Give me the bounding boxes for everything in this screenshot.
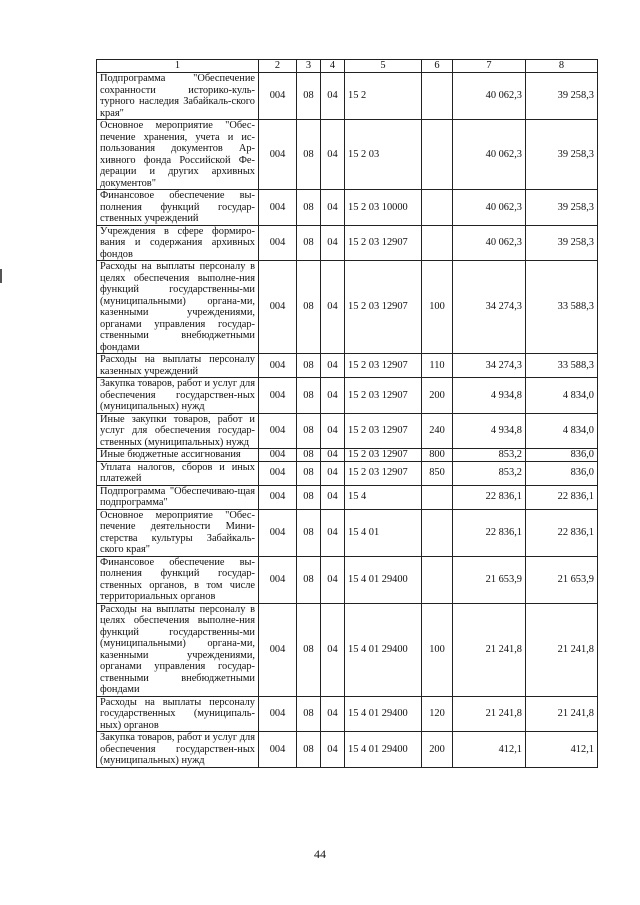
admin-code: 004 (259, 225, 297, 261)
section-code: 08 (297, 449, 321, 462)
target-article-code: 15 2 03 10000 (345, 190, 422, 226)
expense-type-code: 240 (422, 413, 453, 449)
admin-code: 004 (259, 732, 297, 768)
table-body (97, 73, 598, 768)
target-article-code: 15 2 03 12907 (345, 461, 422, 485)
amount-year-2: 22 836,1 (526, 485, 598, 509)
subsection-code: 04 (321, 120, 345, 190)
subsection-code: 04 (321, 509, 345, 556)
subsection-code: 04 (321, 413, 345, 449)
table-row (97, 413, 598, 449)
admin-code: 004 (259, 413, 297, 449)
expense-type-code (422, 556, 453, 603)
amount-year-1: 40 062,3 (453, 73, 526, 120)
table-row (97, 603, 598, 696)
table-row (97, 73, 598, 120)
target-article-code: 15 4 01 29400 (345, 603, 422, 696)
table-row (97, 225, 598, 261)
subsection-code: 04 (321, 378, 345, 414)
subsection-code: 04 (321, 73, 345, 120)
amount-year-1: 40 062,3 (453, 190, 526, 226)
expense-type-code: 800 (422, 449, 453, 462)
table-row (97, 120, 598, 190)
section-code: 08 (297, 603, 321, 696)
amount-year-1: 4 934,8 (453, 413, 526, 449)
admin-code: 004 (259, 261, 297, 354)
row-name: Закупка товаров, работ и услуг для обеспечения государствен-ных (муниципальных) нужд (97, 732, 259, 768)
section-code: 08 (297, 732, 321, 768)
table-row (97, 696, 598, 732)
subsection-code: 04 (321, 603, 345, 696)
row-name: Подпрограмма "Обеспечение сохранности историко-куль-турного наследия Забайкаль-ского края" (97, 73, 259, 120)
amount-year-2: 39 258,3 (526, 120, 598, 190)
section-code: 08 (297, 556, 321, 603)
budget-table (96, 59, 598, 768)
amount-year-2: 412,1 (526, 732, 598, 768)
amount-year-1: 34 274,3 (453, 354, 526, 378)
amount-year-1: 40 062,3 (453, 225, 526, 261)
table-row (97, 190, 598, 226)
admin-code: 004 (259, 603, 297, 696)
amount-year-2: 39 258,3 (526, 190, 598, 226)
subsection-code: 04 (321, 190, 345, 226)
column-header: 5 (345, 60, 422, 73)
column-header: 6 (422, 60, 453, 73)
target-article-code: 15 2 03 12907 (345, 449, 422, 462)
target-article-code: 15 4 01 29400 (345, 696, 422, 732)
amount-year-1: 412,1 (453, 732, 526, 768)
amount-year-1: 21 653,9 (453, 556, 526, 603)
expense-type-code: 850 (422, 461, 453, 485)
amount-year-1: 21 241,8 (453, 603, 526, 696)
row-name: Основное мероприятие "Обес-печение деятельности Мини-стерства культуры Забайкаль-ского края" (97, 509, 259, 556)
expense-type-code: 100 (422, 603, 453, 696)
amount-year-2: 21 241,8 (526, 696, 598, 732)
table-row (97, 732, 598, 768)
target-article-code: 15 2 (345, 73, 422, 120)
row-name: Расходы на выплаты персоналу в целях обеспечения выполне-ния функций государственны-ми (муниципальными) органа-ми, казенными учреждениями, органами управления государ-ственными внебюджетными фондами (97, 261, 259, 354)
target-article-code: 15 2 03 12907 (345, 413, 422, 449)
section-code: 08 (297, 696, 321, 732)
admin-code: 004 (259, 696, 297, 732)
section-code: 08 (297, 190, 321, 226)
subsection-code: 04 (321, 485, 345, 509)
amount-year-2: 39 258,3 (526, 225, 598, 261)
subsection-code: 04 (321, 696, 345, 732)
section-code: 08 (297, 413, 321, 449)
amount-year-1: 22 836,1 (453, 509, 526, 556)
row-name: Расходы на выплаты персоналу государственных (муниципаль-ных) органов (97, 696, 259, 732)
amount-year-2: 21 241,8 (526, 603, 598, 696)
amount-year-2: 4 834,0 (526, 378, 598, 414)
table-row (97, 261, 598, 354)
column-header: 2 (259, 60, 297, 73)
amount-year-2: 33 588,3 (526, 261, 598, 354)
table-row (97, 449, 598, 462)
table-row (97, 378, 598, 414)
expense-type-code (422, 225, 453, 261)
row-name: Учреждения в сфере формиро-вания и содержания архивных фондов (97, 225, 259, 261)
margin-mark (0, 269, 2, 283)
table-row (97, 509, 598, 556)
amount-year-1: 22 836,1 (453, 485, 526, 509)
admin-code: 004 (259, 485, 297, 509)
section-code: 08 (297, 461, 321, 485)
admin-code: 004 (259, 509, 297, 556)
row-name: Расходы на выплаты персоналу в целях обеспечения выполне-ния функций государственны-ми (муниципальными) органа-ми, казенными учреждениями, органами управления государ-ственными внебюджетными фондами (97, 603, 259, 696)
amount-year-1: 34 274,3 (453, 261, 526, 354)
amount-year-1: 4 934,8 (453, 378, 526, 414)
admin-code: 004 (259, 190, 297, 226)
section-code: 08 (297, 509, 321, 556)
subsection-code: 04 (321, 732, 345, 768)
amount-year-2: 21 653,9 (526, 556, 598, 603)
expense-type-code: 100 (422, 261, 453, 354)
row-name: Иные закупки товаров, работ и услуг для обеспечения государ-ственных (муниципальных) нужд (97, 413, 259, 449)
row-name: Основное мероприятие "Обес-печение хранения, учета и ис-пользования документов Ар-хивного фонда Российской Фе-дерации и других архивных документов" (97, 120, 259, 190)
row-name: Уплата налогов, сборов и иных платежей (97, 461, 259, 485)
header-row (97, 60, 598, 73)
target-article-code: 15 4 (345, 485, 422, 509)
column-header: 7 (453, 60, 526, 73)
expense-type-code (422, 73, 453, 120)
column-header: 4 (321, 60, 345, 73)
row-name: Подпрограмма "Обеспечиваю-щая подпрограмма" (97, 485, 259, 509)
subsection-code: 04 (321, 354, 345, 378)
amount-year-2: 39 258,3 (526, 73, 598, 120)
admin-code: 004 (259, 378, 297, 414)
amount-year-1: 40 062,3 (453, 120, 526, 190)
expense-type-code (422, 509, 453, 556)
admin-code: 004 (259, 73, 297, 120)
row-name: Финансовое обеспечение вы-полнения функций государ-ственных органов, в том числе территориальных органов (97, 556, 259, 603)
expense-type-code: 120 (422, 696, 453, 732)
column-header: 3 (297, 60, 321, 73)
admin-code: 004 (259, 556, 297, 603)
target-article-code: 15 2 03 12907 (345, 225, 422, 261)
target-article-code: 15 4 01 29400 (345, 556, 422, 603)
subsection-code: 04 (321, 556, 345, 603)
section-code: 08 (297, 225, 321, 261)
target-article-code: 15 4 01 (345, 509, 422, 556)
amount-year-1: 21 241,8 (453, 696, 526, 732)
expense-type-code: 200 (422, 732, 453, 768)
subsection-code: 04 (321, 461, 345, 485)
row-name: Финансовое обеспечение вы-полнения функций государ-ственных учреждений (97, 190, 259, 226)
target-article-code: 15 2 03 (345, 120, 422, 190)
expense-type-code (422, 485, 453, 509)
amount-year-1: 853,2 (453, 461, 526, 485)
section-code: 08 (297, 73, 321, 120)
target-article-code: 15 2 03 12907 (345, 354, 422, 378)
table-row (97, 485, 598, 509)
amount-year-2: 836,0 (526, 461, 598, 485)
section-code: 08 (297, 120, 321, 190)
row-name: Иные бюджетные ассигнования (97, 449, 259, 462)
target-article-code: 15 4 01 29400 (345, 732, 422, 768)
table-row (97, 461, 598, 485)
expense-type-code (422, 190, 453, 226)
table-row (97, 556, 598, 603)
section-code: 08 (297, 354, 321, 378)
row-name: Закупка товаров, работ и услуг для обеспечения государствен-ных (муниципальных) нужд (97, 378, 259, 414)
target-article-code: 15 2 03 12907 (345, 378, 422, 414)
amount-year-2: 33 588,3 (526, 354, 598, 378)
section-code: 08 (297, 378, 321, 414)
subsection-code: 04 (321, 449, 345, 462)
amount-year-1: 853,2 (453, 449, 526, 462)
expense-type-code: 110 (422, 354, 453, 378)
admin-code: 004 (259, 354, 297, 378)
amount-year-2: 836,0 (526, 449, 598, 462)
admin-code: 004 (259, 461, 297, 485)
target-article-code: 15 2 03 12907 (345, 261, 422, 354)
section-code: 08 (297, 485, 321, 509)
column-header: 8 (526, 60, 598, 73)
subsection-code: 04 (321, 261, 345, 354)
expense-type-code (422, 120, 453, 190)
section-code: 08 (297, 261, 321, 354)
row-name: Расходы на выплаты персоналу казенных учреждений (97, 354, 259, 378)
column-header: 1 (97, 60, 259, 73)
table-row (97, 354, 598, 378)
page-number: 44 (314, 847, 326, 861)
amount-year-2: 22 836,1 (526, 509, 598, 556)
admin-code: 004 (259, 120, 297, 190)
expense-type-code: 200 (422, 378, 453, 414)
subsection-code: 04 (321, 225, 345, 261)
admin-code: 004 (259, 449, 297, 462)
amount-year-2: 4 834,0 (526, 413, 598, 449)
